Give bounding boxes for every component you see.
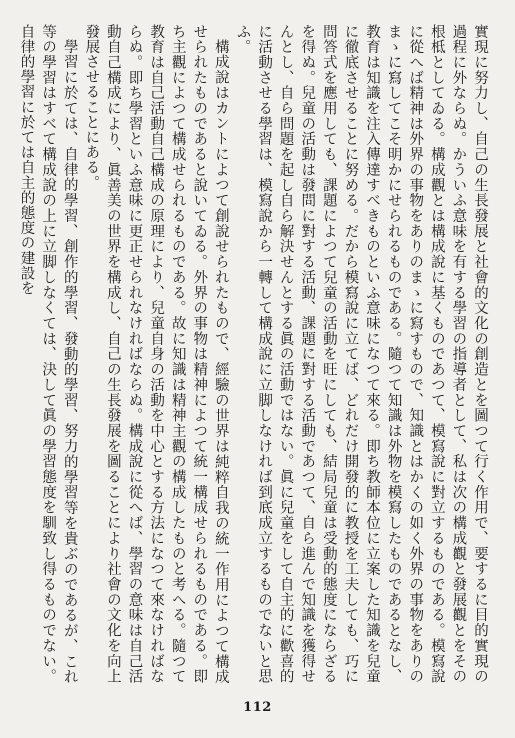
paragraph-1: 實現に努力し、自己の生長發展と社會的文化の創造とを圖つて行く作用で、要するに目的實現の過程に外ならぬ。かういふ意味を有する學習の指導者として、私は次の構成觀と發展觀とをその根柢としてゐる。構成觀とは構成說に基くものであつて、模寫說に對立するものである。模寫說に從へば精神は外界の事物をありのまゝに寫すもので、知識とはかくの如く外界の事物をありのまゝに寫してこそ明かにせられるものである。隨つて知識は外物を模寫したものであるとなし、教育は知識を注入傳達すべきものといふ意味になつて來る。即ち教師本位に立案した知識を兒童に徹底させることに努める。だから模寫說に立てば、どれだけ開發的に教授を工夫しても、巧に問答式を應用しても、課題によつて兒童の活動を旺にしても、結局兒童は受動的態度にならざるを得ぬ。兒童の活動は發問に對する活動、課題に對する活動であつて、自ら進んで知識を獲得せんとし、自ら問題を起し自ら解決せんとする眞の活動ではない。眞に兒童をして自主的に歡喜的に活動させる學習は、模寫說から一轉して構成說に立脚しなければ到底成立するものでないと思ふ。 (234, 24, 488, 684)
vertical-text-body (18, 24, 490, 684)
page-number: 112 (243, 700, 272, 715)
paragraph-2: 構成說はカントによつて創說せられたもので、經驗の世界は純粹自我の統一作用によつて構成せられたものであると說いてゐる。外界の事物は精神によつて統一構成せられるものである。即ち主觀によつて構成せられるものである。故に知識は精神主觀の構成したものと考へる。隨つて教育は自己活動自己構成の原理により、兒童自身の活動を中心とする方法になつて來なければならぬ。即ち學習といふ意味に更正せられなければならぬ。構成說に從へば、學習の意味は自己活動自己構成により、眞善美の世界を構成し、自己の生長發展を圖ることにより社會の文化を向上發展させることにある。 (83, 24, 229, 684)
paragraph-3: 學習に於ては、自律的學習、創作的學習、發動的學習、努力的學習等を貴ぶのであるが、これ等の學習はすべて構成說の上に立脚しなくては、決して眞の學習態度を馴致し得るものでない。自律的學習に於ては自主的態度の建設を (18, 24, 78, 684)
